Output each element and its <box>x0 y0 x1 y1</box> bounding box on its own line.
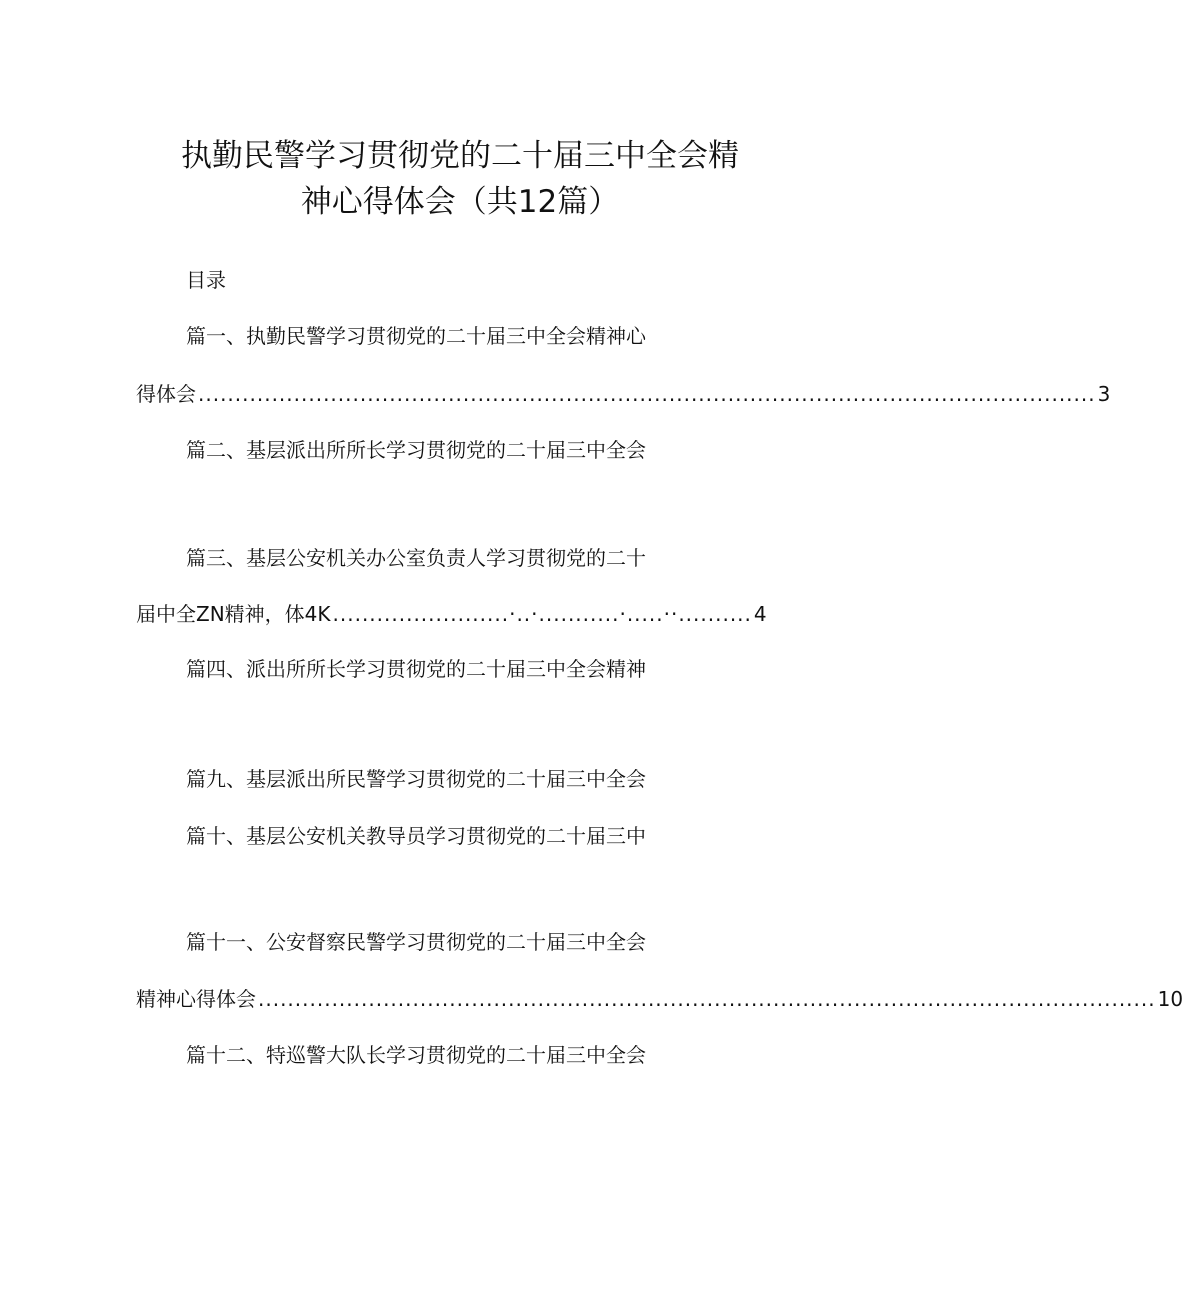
document-title-line-2: 神心得体会（共12篇） <box>300 184 620 220</box>
toc-entry-1-leader-dots: .......................................................................................................................... <box>198 382 1096 406</box>
toc-entry-1-continuation: 得体会 <box>136 382 196 406</box>
toc-entry-11-line-2[interactable] <box>136 985 1183 1013</box>
toc-entry-11-continuation: 精神心得体会 <box>136 987 256 1011</box>
toc-entry-11-page-number: 10 <box>1157 987 1183 1011</box>
toc-entry-3-line-2[interactable] <box>136 600 767 628</box>
toc-heading: 目录 <box>186 268 226 292</box>
toc-entry-11-line-1[interactable]: 篇十一、公安督察民警学习贯彻党的二十届三中全会 <box>186 930 646 954</box>
toc-entry-12[interactable]: 篇十二、特巡警大队长学习贯彻党的二十届三中全会 <box>186 1043 646 1067</box>
toc-entry-2[interactable]: 篇二、基层派出所所长学习贯彻党的二十届三中全会 <box>186 438 646 462</box>
toc-entry-1-line-2[interactable] <box>136 380 1111 408</box>
toc-entry-1-line-1[interactable]: 篇一、执勤民警学习贯彻党的二十届三中全会精神心 <box>186 324 646 348</box>
toc-entry-3-leader-dots: ........................·..·...........·.....··.......... <box>332 602 752 626</box>
toc-entry-3-continuation: 届中全ZN精神，体4K <box>136 602 331 626</box>
toc-entry-3-page-number: 4 <box>753 602 767 626</box>
toc-entry-10[interactable]: 篇十、基层公安机关教导员学习贯彻党的二十届三中 <box>186 824 646 848</box>
toc-entry-9[interactable]: 篇九、基层派出所民警学习贯彻党的二十届三中全会 <box>186 767 646 791</box>
toc-entry-11-leader-dots: .......................................................................................................................... <box>258 987 1156 1011</box>
document-title-line-1: 执勤民警学习贯彻党的二十届三中全会精 <box>181 138 739 174</box>
toc-entry-1-page-number: 3 <box>1097 382 1111 406</box>
toc-entry-3-line-1[interactable]: 篇三、基层公安机关办公室负责人学习贯彻党的二十 <box>186 546 646 570</box>
toc-entry-4[interactable]: 篇四、派出所所长学习贯彻党的二十届三中全会精神 <box>186 657 646 681</box>
